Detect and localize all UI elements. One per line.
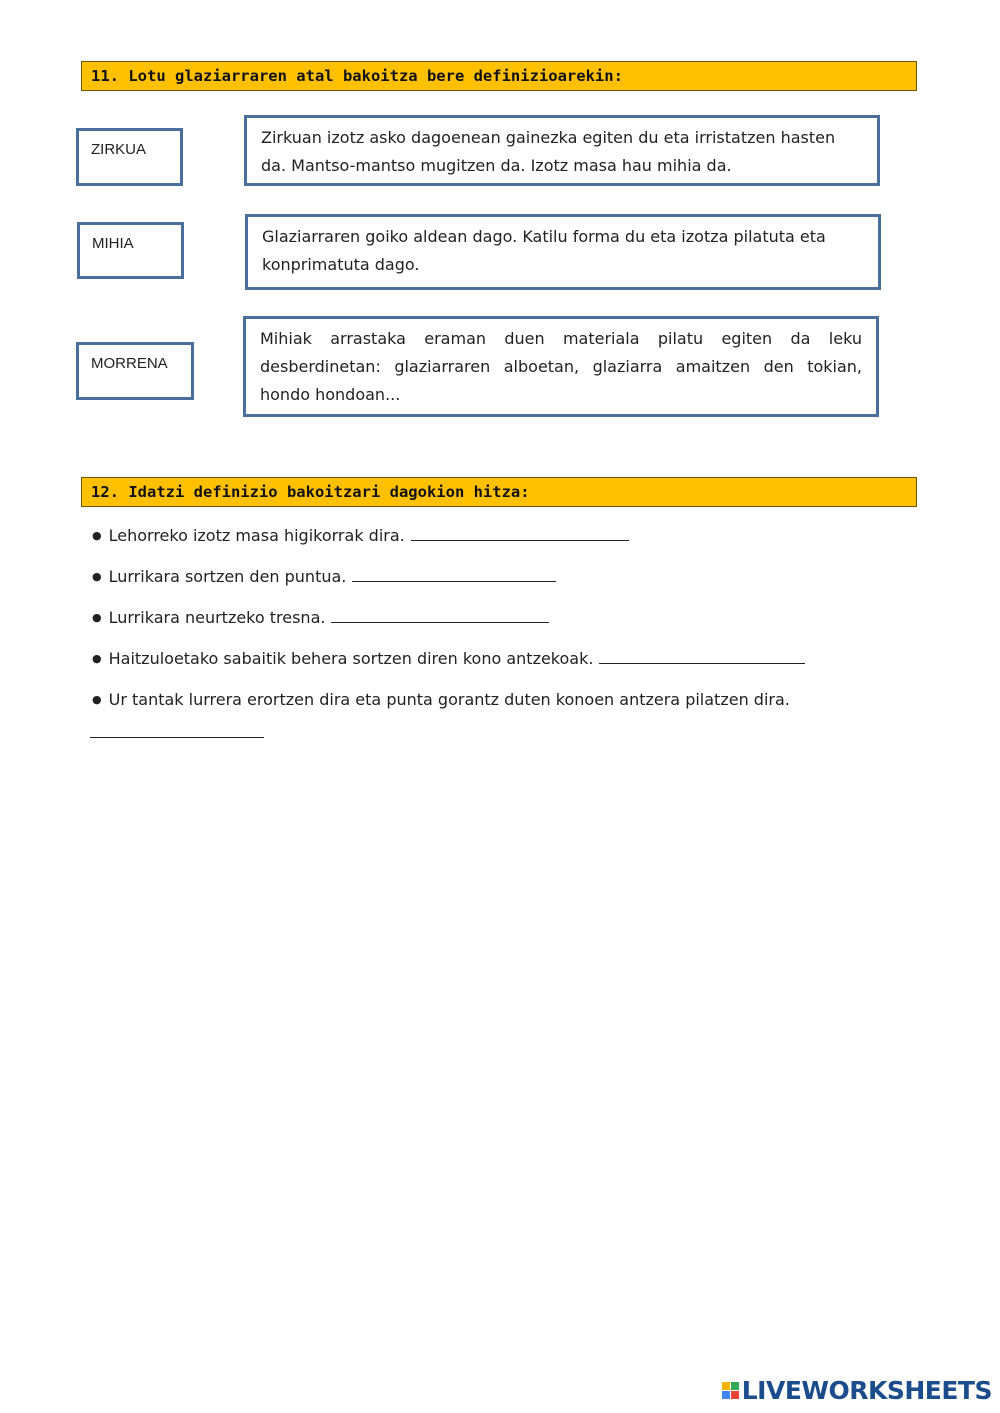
answer-input-3[interactable] bbox=[331, 608, 549, 623]
word-box-zirkua[interactable]: ZIRKUA bbox=[76, 128, 183, 186]
question-text: Lurrikara sortzen den puntua. bbox=[108, 567, 347, 586]
answer-input-2[interactable] bbox=[352, 567, 556, 582]
question-text: Ur tantak lurrera erortzen dira eta punta gorantz duten konoen antzera pilatzen dira. bbox=[108, 690, 790, 709]
definition-box-3[interactable]: Mihiak arrastaka eraman duen materiala pilatu egiten da leku desberdinetan: glaziarraren alboetan, glaziarra amaitzen den tokian, hondo hondoan... bbox=[243, 316, 879, 417]
answer-input-5[interactable] bbox=[90, 723, 264, 738]
bullet-icon: ● bbox=[92, 693, 102, 706]
answer-input-4[interactable] bbox=[599, 649, 805, 664]
word-box-morrena[interactable]: MORRENA bbox=[76, 342, 194, 400]
logo-text: LIVEWORKSHEETS bbox=[741, 1376, 992, 1405]
bullet-icon: ● bbox=[92, 652, 102, 665]
question-item-4 bbox=[92, 649, 805, 668]
question-text: Haitzuloetako sabaitik behera sortzen diren kono antzekoak. bbox=[108, 649, 594, 668]
liveworksheets-logo bbox=[722, 1376, 992, 1405]
question-item-3 bbox=[92, 608, 549, 627]
bullet-icon: ● bbox=[92, 611, 102, 624]
bullet-icon: ● bbox=[92, 570, 102, 583]
question-item-5 bbox=[92, 690, 790, 709]
word-box-mihia[interactable]: MIHIA bbox=[77, 222, 184, 279]
definition-box-1[interactable]: Zirkuan izotz asko dagoenean gainezka egiten du eta irristatzen hasten da. Mantso-mantso mugitzen da. Izotz masa hau mihia da. bbox=[244, 115, 880, 186]
bullet-icon: ● bbox=[92, 529, 102, 542]
question-item-1 bbox=[92, 526, 629, 545]
question-text: Lurrikara neurtzeko tresna. bbox=[108, 608, 326, 627]
answer-input-1[interactable] bbox=[411, 526, 629, 541]
section-12-header: 12. Idatzi definizio bakoitzari dagokion hitza: bbox=[81, 477, 917, 507]
question-item-2 bbox=[92, 567, 556, 586]
definition-box-2[interactable]: Glaziarraren goiko aldean dago. Katilu forma du eta izotza pilatuta eta konprimatuta dago. bbox=[245, 214, 881, 290]
section-11-header: 11. Lotu glaziarraren atal bakoitza bere definizioarekin: bbox=[81, 61, 917, 91]
question-text: Lehorreko izotz masa higikorrak dira. bbox=[108, 526, 405, 545]
liveworksheets-icon bbox=[722, 1382, 739, 1399]
